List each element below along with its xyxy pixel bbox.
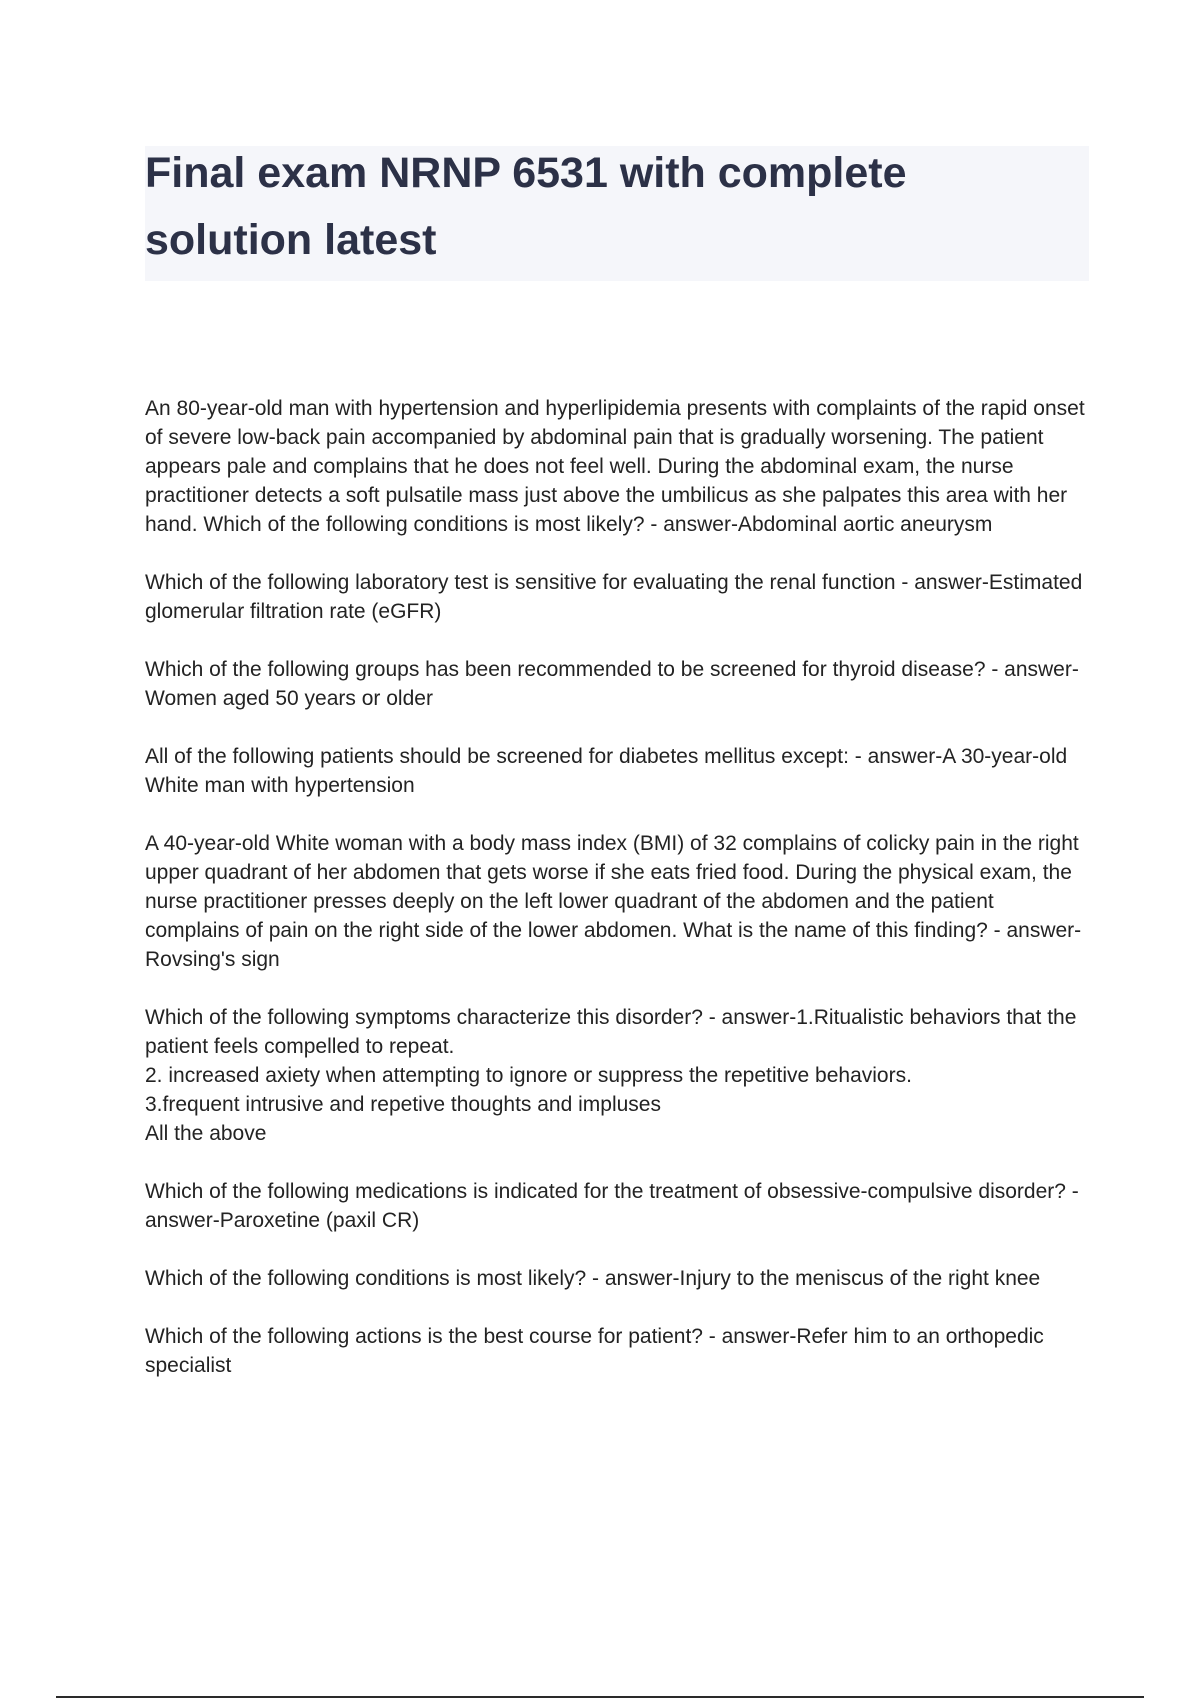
question-item: Which of the following groups has been recommended to be screened for thyroid disease? - answer-Women aged 50 years or older [145, 658, 1079, 710]
question-item: An 80-year-old man with hypertension and hyperlipidemia presents with complaints of the rapid onset of severe low-back pain accompanied by abdominal pain that is gradually worsening. The patient appears pale and complains that he does not feel well. During the abdominal exam, the nurse practitioner detects a soft pulsatile mass just above the umbilicus as she palpates this area with her hand. Which of the following conditions is most likely? - answer-Abdominal aortic aneurysm [145, 397, 1085, 536]
question-item: A 40-year-old White woman with a body mass index (BMI) of 32 complains of colicky pain in the right upper quadrant of her abdomen that gets worse if she eats fried food. During the physical exam, the nurse practitioner presses deeply on the left lower quadrant of the abdomen and the patient complains of pain on the right side of the lower abdomen. What is the name of this finding? - answer-Rovsing's sign [145, 832, 1082, 971]
question-list [145, 394, 1090, 1409]
question-item: Which of the following actions is the best course for patient? - answer-Refer him to an orthopedic specialist [145, 1325, 1044, 1377]
question-item: Which of the following conditions is most likely? - answer-Injury to the meniscus of the right knee [145, 1267, 1041, 1290]
document-title: Final exam NRNP 6531 with complete solution latest [145, 149, 907, 264]
question-item: All of the following patients should be screened for diabetes mellitus except: - answer-A 30-year-old White man with hypertension [145, 745, 1068, 797]
question-item: Which of the following medications is indicated for the treatment of obsessive-compulsive disorder? - answer-Paroxetine (paxil CR) [145, 1180, 1079, 1232]
question-item: Which of the following symptoms characterize this disorder? - answer-1.Ritualistic behaviors that the patient feels compelled to repeat. 2. increased axiety when attempting to ignore or suppress the repetitive behaviors. 3.frequent intrusive and repetive thoughts and impluses All the above [145, 1006, 1077, 1145]
question-item: Which of the following laboratory test is sensitive for evaluating the renal function - answer-Estimated glomerular filtration rate (eGFR) [145, 571, 1083, 623]
footer-divider [56, 1696, 1144, 1698]
